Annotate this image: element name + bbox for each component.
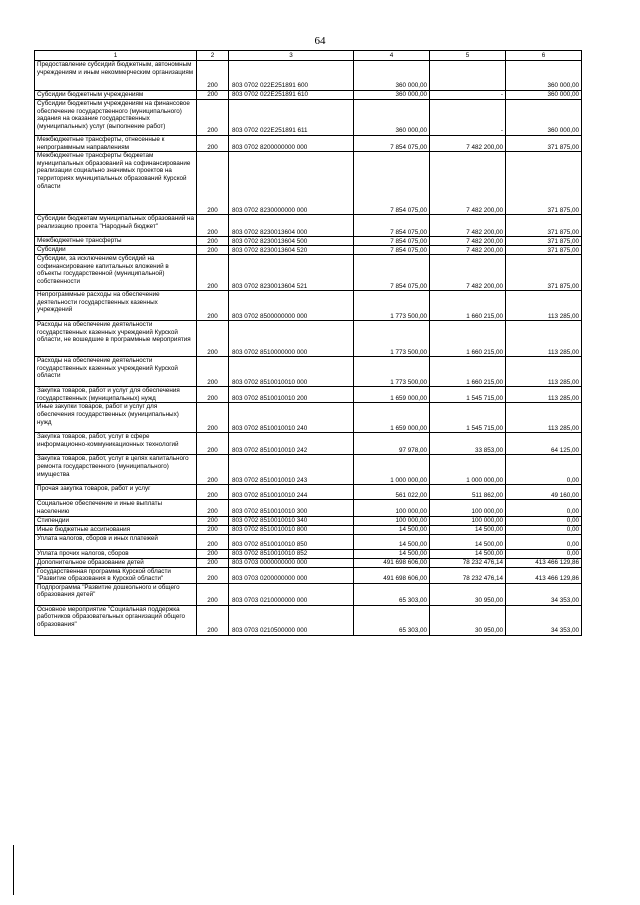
table-row [35,534,582,549]
executed-amount: 7 482 200,00 [430,215,506,237]
unexecuted-amount: 360 000,00 [506,91,582,100]
admin-code: 200 [197,558,229,567]
expense-name: Расходы на обеспечение деятельности государственных казенных учреждений Курской области [35,357,197,387]
budget-classification-code: 803 0702 8510010010 244 [229,485,354,500]
table-row [35,485,582,500]
budget-classification-code: 803 0703 0000000000 000 [229,558,354,567]
table-row [35,403,582,433]
table-row [35,558,582,567]
admin-code: 200 [197,321,229,357]
header-cell: 6 [506,51,582,61]
unexecuted-amount: 0,00 [506,525,582,534]
header-cell: 3 [229,51,354,61]
table-row [35,357,582,387]
executed-amount: 1 000 000,00 [430,455,506,485]
admin-code: 200 [197,534,229,549]
admin-code: 200 [197,61,229,91]
expense-name: Подпрограмма "Развитие дошкольного и общего образования детей" [35,583,197,605]
approved-amount: 1 659 000,00 [354,403,430,433]
unexecuted-amount: 413 466 129,86 [506,567,582,583]
expense-name: Предоставление субсидий бюджетным, автономным учреждениям и иным некоммерческим организациям [35,61,197,91]
expense-name: Стипендии [35,516,197,525]
executed-amount: 30 950,00 [430,605,506,635]
executed-amount: 100 000,00 [430,516,506,525]
approved-amount: 100 000,00 [354,500,430,516]
unexecuted-amount: 371 875,00 [506,215,582,237]
margin-rule [13,845,14,895]
table-row [35,321,582,357]
table-row [35,500,582,516]
admin-code: 200 [197,215,229,237]
executed-amount: 7 482 200,00 [430,255,506,291]
executed-amount: 1 545 715,00 [430,403,506,433]
executed-amount: 14 500,00 [430,525,506,534]
expense-name: Закупка товаров, работ, услуг в сфере информационно-коммуникационных технологий [35,433,197,455]
expense-name: Субсидии бюджетам муниципальных образований на реализацию проекта "Народный бюджет" [35,215,197,237]
expense-name: Уплата налогов, сборов и иных платежей [35,534,197,549]
expense-name: Иные бюджетные ассигнования [35,525,197,534]
budget-classification-code: 803 0702 8510000000 000 [229,321,354,357]
admin-code: 200 [197,357,229,387]
table-row [35,100,582,136]
approved-amount: 491 698 606,00 [354,558,430,567]
unexecuted-amount: 34 353,00 [506,583,582,605]
expense-name: Субсидии [35,246,197,255]
unexecuted-amount: 113 285,00 [506,387,582,403]
expense-name: Государственная программа Курской области "Развитие образования в Курской области" [35,567,197,583]
table-row [35,567,582,583]
unexecuted-amount: 0,00 [506,455,582,485]
table-row [35,455,582,485]
executed-amount: 511 862,00 [430,485,506,500]
expense-name: Межбюджетные трансферты [35,237,197,246]
executed-amount: - [430,100,506,136]
table-row [35,387,582,403]
admin-code: 200 [197,255,229,291]
expense-name: Субсидии, за исключением субсидий на софинансирование капитальных вложений в объекты государственной (муниципальной) собственности [35,255,197,291]
executed-amount: 30 950,00 [430,583,506,605]
expense-name: Уплата прочих налогов, сборов [35,549,197,558]
budget-classification-code: 803 0702 8510010010 243 [229,455,354,485]
table-row [35,433,582,455]
approved-amount: 100 000,00 [354,516,430,525]
budget-classification-code: 803 0702 8510010010 340 [229,516,354,525]
unexecuted-amount: 371 875,00 [506,152,582,215]
approved-amount: 7 854 075,00 [354,136,430,152]
expense-name: Межбюджетные трансферты, отнесенные к непрограммным направлениям [35,136,197,152]
table-row [35,152,582,215]
expense-name: Прочая закупка товаров, работ и услуг [35,485,197,500]
admin-code: 200 [197,136,229,152]
admin-code: 200 [197,455,229,485]
unexecuted-amount: 113 285,00 [506,403,582,433]
approved-amount: 360 000,00 [354,61,430,91]
expense-name: Непрограммные расходы на обеспечение деятельности государственных казенных учреждений [35,291,197,321]
admin-code: 200 [197,605,229,635]
expense-name: Закупка товаров, работ и услуг для обеспечения государственных (муниципальных) нужд [35,387,197,403]
approved-amount: 65 303,00 [354,583,430,605]
unexecuted-amount: 0,00 [506,549,582,558]
expense-name: Иные закупки товаров, работ и услуг для обеспечения государственных (муниципальных) нужд [35,403,197,433]
admin-code: 200 [197,100,229,136]
table-row [35,525,582,534]
unexecuted-amount: 64 125,00 [506,433,582,455]
header-cell: 1 [35,51,197,61]
unexecuted-amount: 0,00 [506,516,582,525]
unexecuted-amount: 360 000,00 [506,61,582,91]
budget-classification-code: 803 0702 022E251891 610 [229,91,354,100]
admin-code: 200 [197,500,229,516]
budget-classification-code: 803 0702 8510010010 000 [229,357,354,387]
unexecuted-amount: 371 875,00 [506,246,582,255]
table-row [35,291,582,321]
approved-amount: 14 500,00 [354,534,430,549]
executed-amount: 1 545 715,00 [430,387,506,403]
admin-code: 200 [197,567,229,583]
budget-classification-code: 803 0702 8200000000 000 [229,136,354,152]
header-cell: 5 [430,51,506,61]
table-row [35,516,582,525]
executed-amount: 7 482 200,00 [430,237,506,246]
expense-name: Расходы на обеспечение деятельности государственных казенных учреждений Курской области, не вошедшие в программные мероприятия [35,321,197,357]
executed-amount: 78 232 476,14 [430,567,506,583]
executed-amount: - [430,91,506,100]
budget-classification-code: 803 0702 8230013604 000 [229,215,354,237]
budget-classification-code: 803 0702 022E251891 600 [229,61,354,91]
expense-name: Межбюджетные трансферты бюджетам муниципальных образований на софинансирование реализации социально значимых проектов на территориях муниципальных образований Курской области [35,152,197,215]
budget-classification-code: 803 0702 8510010010 242 [229,433,354,455]
expense-name: Закупка товаров, работ, услуг в целях капитального ремонта государственного (муниципального) имущества [35,455,197,485]
budget-classification-code: 803 0702 8230013604 520 [229,246,354,255]
budget-classification-code: 803 0702 8230013604 521 [229,255,354,291]
admin-code: 200 [197,152,229,215]
admin-code: 200 [197,549,229,558]
budget-classification-code: 803 0703 0210000000 000 [229,583,354,605]
header-cell: 4 [354,51,430,61]
approved-amount: 360 000,00 [354,100,430,136]
budget-classification-code: 803 0702 8510010010 300 [229,500,354,516]
approved-amount: 360 000,00 [354,91,430,100]
executed-amount: 100 000,00 [430,500,506,516]
budget-classification-code: 803 0703 0210500000 000 [229,605,354,635]
budget-classification-code: 803 0702 022E251891 611 [229,100,354,136]
table-row [35,215,582,237]
table-row [35,605,582,635]
header-row [35,51,582,61]
executed-amount: 78 232 476,14 [430,558,506,567]
table-row [35,549,582,558]
executed-amount: 14 500,00 [430,534,506,549]
table-row [35,255,582,291]
approved-amount: 65 303,00 [354,605,430,635]
approved-amount: 7 854 075,00 [354,246,430,255]
unexecuted-amount: 371 875,00 [506,237,582,246]
approved-amount: 1 773 500,00 [354,291,430,321]
budget-classification-code: 803 0702 8230000000 000 [229,152,354,215]
approved-amount: 7 854 075,00 [354,152,430,215]
executed-amount [430,61,506,91]
unexecuted-amount: 0,00 [506,534,582,549]
budget-classification-code: 803 0702 8230013604 500 [229,237,354,246]
admin-code: 200 [197,237,229,246]
unexecuted-amount: 113 285,00 [506,357,582,387]
unexecuted-amount: 371 875,00 [506,136,582,152]
unexecuted-amount: 0,00 [506,500,582,516]
expense-name: Основное мероприятие "Социальная поддержка работников образовательных организаций общего образования" [35,605,197,635]
header-cell: 2 [197,51,229,61]
executed-amount: 1 660 215,00 [430,357,506,387]
table-row [35,136,582,152]
table-row [35,246,582,255]
approved-amount: 491 698 606,00 [354,567,430,583]
budget-classification-code: 803 0702 8510010010 852 [229,549,354,558]
unexecuted-amount: 34 353,00 [506,605,582,635]
budget-classification-code: 803 0702 8510010010 200 [229,387,354,403]
admin-code: 200 [197,387,229,403]
unexecuted-amount: 113 285,00 [506,291,582,321]
executed-amount: 14 500,00 [430,549,506,558]
admin-code: 200 [197,91,229,100]
unexecuted-amount: 360 000,00 [506,100,582,136]
expense-name: Дополнительное образование детей [35,558,197,567]
table-row [35,583,582,605]
admin-code: 200 [197,433,229,455]
page-number: 64 [314,35,326,47]
budget-classification-code: 803 0702 8510010010 850 [229,534,354,549]
executed-amount: 7 482 200,00 [430,152,506,215]
budget-table [34,50,582,636]
budget-classification-code: 803 0702 8500000000 000 [229,291,354,321]
executed-amount: 33 853,00 [430,433,506,455]
approved-amount: 7 854 075,00 [354,237,430,246]
executed-amount: 1 660 215,00 [430,291,506,321]
approved-amount: 1 773 500,00 [354,357,430,387]
budget-classification-code: 803 0703 0200000000 000 [229,567,354,583]
table-row [35,61,582,91]
unexecuted-amount: 113 285,00 [506,321,582,357]
executed-amount: 7 482 200,00 [430,136,506,152]
approved-amount: 14 500,00 [354,549,430,558]
approved-amount: 14 500,00 [354,525,430,534]
approved-amount: 7 854 075,00 [354,255,430,291]
unexecuted-amount: 371 875,00 [506,255,582,291]
approved-amount: 7 854 075,00 [354,215,430,237]
admin-code: 200 [197,516,229,525]
approved-amount: 561 022,00 [354,485,430,500]
approved-amount: 1 000 000,00 [354,455,430,485]
admin-code: 200 [197,291,229,321]
expense-name: Субсидии бюджетным учреждениям [35,91,197,100]
admin-code: 200 [197,525,229,534]
admin-code: 200 [197,583,229,605]
table-row [35,237,582,246]
expense-name: Социальное обеспечение и иные выплаты населению [35,500,197,516]
admin-code: 200 [197,246,229,255]
expense-name: Субсидии бюджетным учреждениям на финансовое обеспечение государственного (муниципального) задания на оказание государственных (муниципальных) услуг (выполнение работ) [35,100,197,136]
budget-classification-code: 803 0702 8510010010 800 [229,525,354,534]
executed-amount: 1 660 215,00 [430,321,506,357]
executed-amount: 7 482 200,00 [430,246,506,255]
admin-code: 200 [197,485,229,500]
approved-amount: 1 773 500,00 [354,321,430,357]
admin-code: 200 [197,403,229,433]
table-row [35,91,582,100]
unexecuted-amount: 413 466 129,86 [506,558,582,567]
approved-amount: 97 978,00 [354,433,430,455]
approved-amount: 1 659 000,00 [354,387,430,403]
unexecuted-amount: 49 160,00 [506,485,582,500]
budget-classification-code: 803 0702 8510010010 240 [229,403,354,433]
